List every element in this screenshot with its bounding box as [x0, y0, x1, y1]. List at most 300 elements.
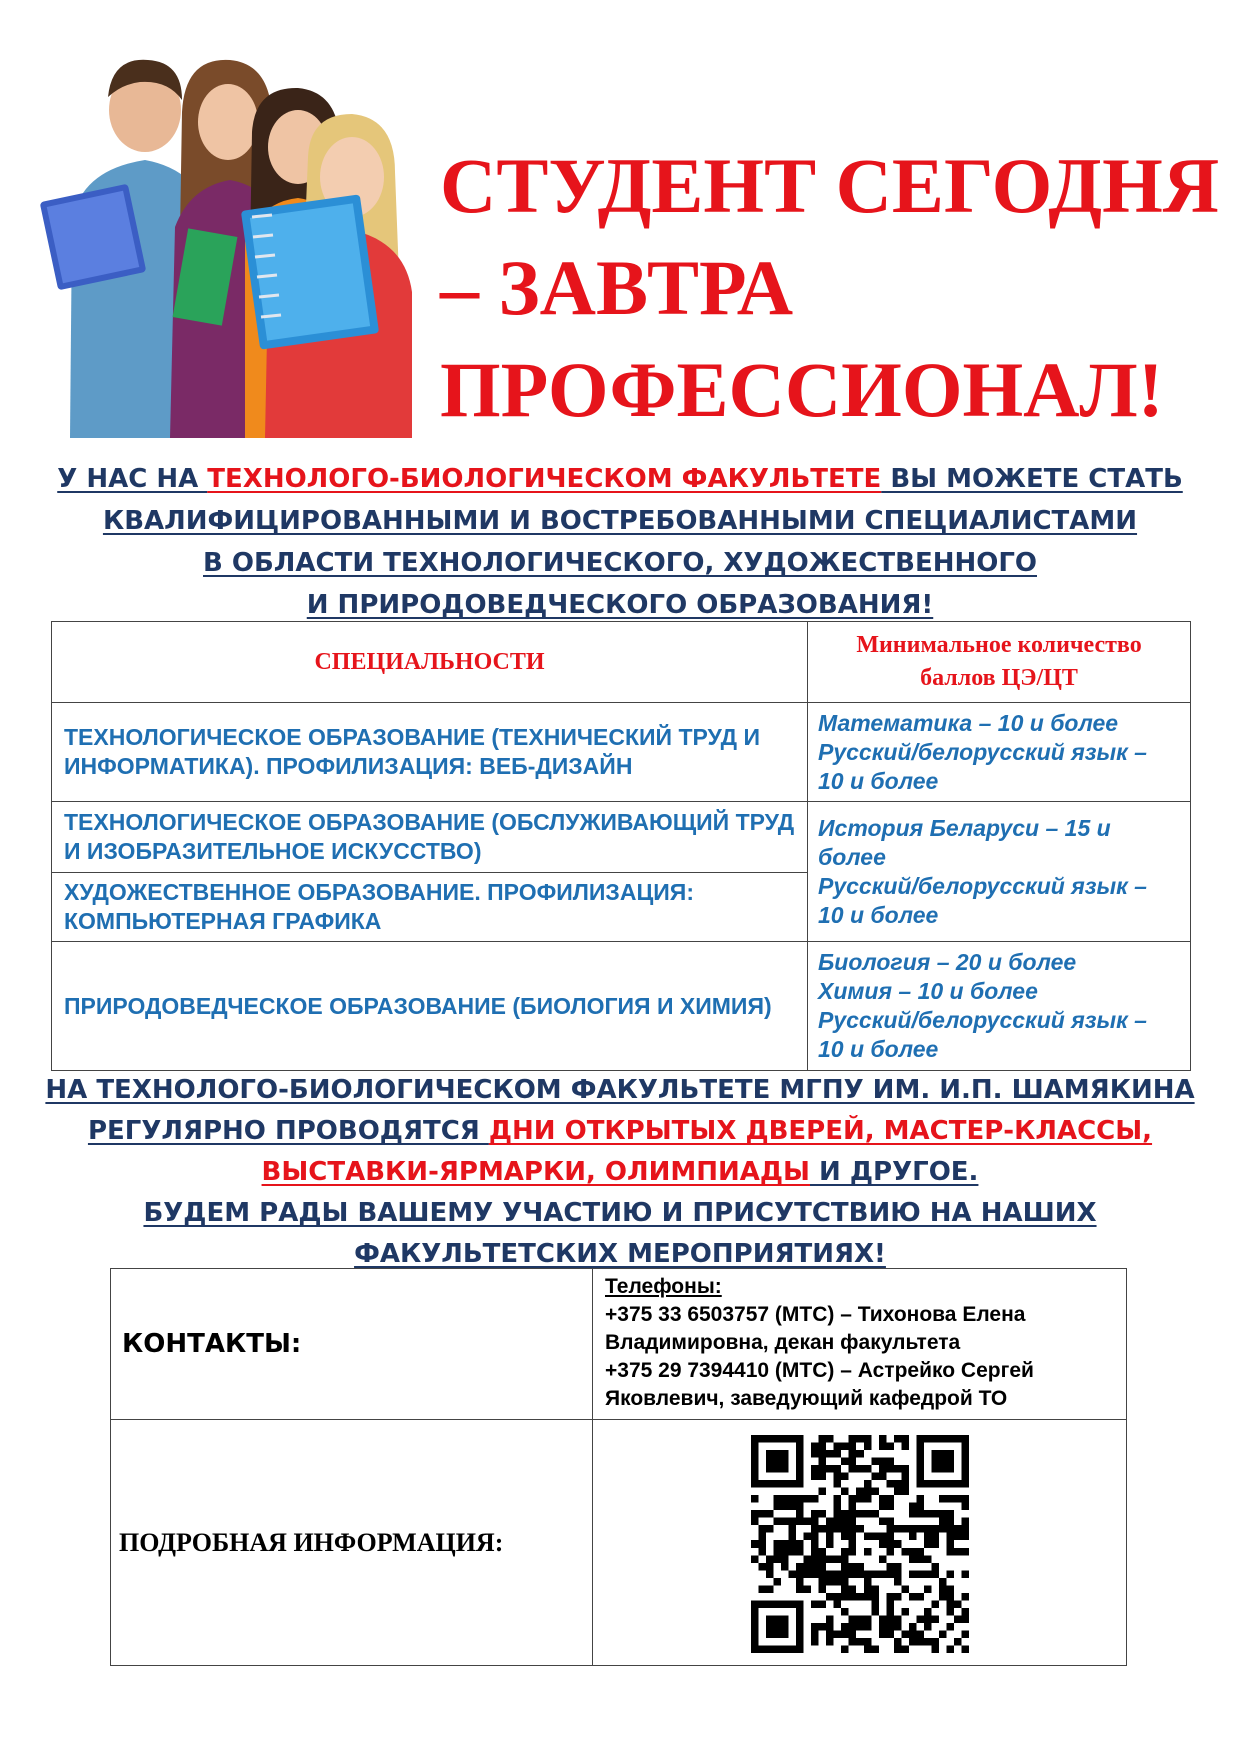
- qr-module: [751, 1480, 759, 1488]
- qr-module: [751, 1465, 759, 1473]
- qr-module: [781, 1480, 789, 1488]
- qr-module: [938, 1592, 946, 1600]
- qr-module: [796, 1615, 804, 1623]
- qr-module: [901, 1645, 909, 1653]
- qr-module: [796, 1465, 804, 1473]
- qr-module: [871, 1570, 879, 1578]
- qr-module: [796, 1450, 804, 1458]
- qr-module: [826, 1540, 834, 1548]
- qr-module: [848, 1450, 856, 1458]
- qr-module: [781, 1450, 789, 1458]
- qr-module: [856, 1570, 864, 1578]
- headline: [440, 135, 1230, 441]
- qr-module: [751, 1637, 759, 1645]
- qr-module: [766, 1570, 774, 1578]
- specialty-cell: ТЕХНОЛОГИЧЕСКОЕ ОБРАЗОВАНИЕ (ТЕХНИЧЕСКИЙ ТРУД И ИНФОРМАТИКА). ПРОФИЛИЗАЦИЯ: ВЕБ-ДИЗАЙН: [52, 703, 808, 802]
- header-min-scores: [808, 622, 1191, 703]
- intro-part-2: ВЫ МОЖЕТЕ СТАТЬ: [881, 464, 1183, 494]
- qr-module: [863, 1510, 871, 1518]
- qr-module: [811, 1622, 819, 1630]
- qr-module: [818, 1622, 826, 1630]
- qr-module: [848, 1592, 856, 1600]
- qr-module: [878, 1442, 886, 1450]
- qr-module: [961, 1442, 969, 1450]
- contacts-row: [111, 1269, 1127, 1420]
- qr-module: [961, 1457, 969, 1465]
- qr-module: [946, 1607, 954, 1615]
- qr-module: [818, 1525, 826, 1533]
- qr-module: [803, 1495, 811, 1503]
- qr-module: [751, 1450, 759, 1458]
- qr-module: [758, 1510, 766, 1518]
- qr-module: [871, 1472, 879, 1480]
- qr-module: [931, 1637, 939, 1645]
- qr-module: [923, 1532, 931, 1540]
- qr-module: [938, 1630, 946, 1638]
- qr-module: [841, 1525, 849, 1533]
- qr-module: [781, 1540, 789, 1548]
- qr-module: [811, 1555, 819, 1563]
- qr-module: [946, 1622, 954, 1630]
- qr-module: [811, 1630, 819, 1638]
- qr-module: [863, 1592, 871, 1600]
- qr-module: [953, 1600, 961, 1608]
- qr-module: [946, 1495, 954, 1503]
- qr-module: [766, 1525, 774, 1533]
- qr-module: [766, 1465, 774, 1473]
- qr-module: [833, 1510, 841, 1518]
- qr-module: [818, 1465, 826, 1473]
- qr-module: [901, 1607, 909, 1615]
- qr-module: [796, 1577, 804, 1585]
- qr-module: [938, 1517, 946, 1525]
- qr-module: [811, 1525, 819, 1533]
- qr-module: [923, 1540, 931, 1548]
- qr-module: [871, 1532, 879, 1540]
- qr-module: [773, 1465, 781, 1473]
- qr-module: [826, 1555, 834, 1563]
- specialty-cell: ПРИРОДОВЕДЧЕСКОЕ ОБРАЗОВАНИЕ (БИОЛОГИЯ И ХИМИЯ): [52, 942, 808, 1071]
- qr-module: [863, 1532, 871, 1540]
- qr-module: [931, 1450, 939, 1458]
- qr-module: [848, 1465, 856, 1473]
- qr-module: [916, 1472, 924, 1480]
- qr-module: [886, 1517, 894, 1525]
- qr-module: [908, 1570, 916, 1578]
- qr-module: [751, 1600, 759, 1608]
- qr-module: [878, 1570, 886, 1578]
- qr-module: [796, 1495, 804, 1503]
- qr-module: [863, 1585, 871, 1593]
- qr-module: [886, 1570, 894, 1578]
- qr-module: [893, 1622, 901, 1630]
- qr-module: [848, 1502, 856, 1510]
- qr-module: [826, 1622, 834, 1630]
- qr-module: [856, 1465, 864, 1473]
- qr-module: [811, 1547, 819, 1555]
- qr-module: [811, 1450, 819, 1458]
- qr-module: [946, 1465, 954, 1473]
- qr-module: [803, 1517, 811, 1525]
- qr-module: [856, 1435, 864, 1443]
- qr-module: [841, 1517, 849, 1525]
- qr-module: [751, 1495, 759, 1503]
- qr-module: [796, 1622, 804, 1630]
- qr-module: [878, 1457, 886, 1465]
- qr-module: [923, 1525, 931, 1533]
- qr-module: [893, 1465, 901, 1473]
- qr-module: [841, 1622, 849, 1630]
- qr-module: [796, 1562, 804, 1570]
- qr-module: [788, 1480, 796, 1488]
- qr-module: [788, 1495, 796, 1503]
- qr-module: [751, 1517, 759, 1525]
- qr-module: [923, 1615, 931, 1623]
- qr-module: [878, 1517, 886, 1525]
- score-line: Русский/белорусский язык –: [818, 1007, 1147, 1033]
- qr-module: [781, 1435, 789, 1443]
- contacts-phones: [593, 1269, 1127, 1420]
- score-line: Русский/белорусский язык –: [818, 872, 1147, 899]
- qr-module: [818, 1547, 826, 1555]
- qr-module: [833, 1577, 841, 1585]
- qr-module: [871, 1457, 879, 1465]
- qr-module: [863, 1547, 871, 1555]
- qr-module: [848, 1442, 856, 1450]
- qr-module: [796, 1517, 804, 1525]
- qr-module: [796, 1502, 804, 1510]
- qr-module: [833, 1472, 841, 1480]
- qr-module: [886, 1592, 894, 1600]
- events-text: [20, 1070, 1220, 1275]
- qr-module: [796, 1435, 804, 1443]
- qr-module: [908, 1547, 916, 1555]
- qr-module: [758, 1532, 766, 1540]
- intro-line-2: КВАЛИФИЦИРОВАННЫМИ И ВОСТРЕБОВАННЫМИ СПЕЦИАЛИСТАМИ: [102, 506, 1138, 536]
- qr-module: [826, 1465, 834, 1473]
- qr-module: [923, 1637, 931, 1645]
- qr-module: [811, 1637, 819, 1645]
- qr-module: [796, 1600, 804, 1608]
- qr-module: [863, 1442, 871, 1450]
- qr-module: [886, 1615, 894, 1623]
- qr-module: [848, 1622, 856, 1630]
- qr-module: [946, 1457, 954, 1465]
- qr-module: [916, 1630, 924, 1638]
- qr-module: [938, 1585, 946, 1593]
- qr-module: [841, 1457, 849, 1465]
- qr-module: [863, 1495, 871, 1503]
- qr-module: [773, 1450, 781, 1458]
- qr-module: [841, 1592, 849, 1600]
- qr-module: [916, 1495, 924, 1503]
- qr-module: [841, 1585, 849, 1593]
- scores-cell: [808, 942, 1191, 1071]
- qr-module: [878, 1555, 886, 1563]
- qr-module: [833, 1600, 841, 1608]
- qr-module: [781, 1547, 789, 1555]
- qr-module: [878, 1465, 886, 1473]
- score-line: более: [818, 843, 886, 870]
- qr-module: [856, 1637, 864, 1645]
- qr-module: [961, 1570, 969, 1578]
- qr-module: [908, 1525, 916, 1533]
- qr-module: [773, 1502, 781, 1510]
- qr-module: [961, 1615, 969, 1623]
- header-specialties: СПЕЦИАЛЬНОСТИ: [52, 622, 808, 703]
- qr-module: [856, 1525, 864, 1533]
- phone-line: +375 29 7394410 (МТС) – Астрейко Сергей: [605, 1359, 1034, 1382]
- phone-line: Владимировна, декан факультета: [605, 1331, 961, 1354]
- qr-module: [796, 1630, 804, 1638]
- qr-module: [811, 1600, 819, 1608]
- qr-module: [811, 1510, 819, 1518]
- qr-module: [856, 1592, 864, 1600]
- qr-module: [811, 1465, 819, 1473]
- table-row: [52, 703, 1191, 802]
- qr-module: [953, 1532, 961, 1540]
- qr-module: [796, 1510, 804, 1518]
- qr-module: [818, 1442, 826, 1450]
- qr-module: [961, 1592, 969, 1600]
- events-line-2a: РЕГУЛЯРНО ПРОВОДЯТСЯ: [87, 1116, 489, 1146]
- qr-module: [766, 1450, 774, 1458]
- qr-module: [931, 1525, 939, 1533]
- qr-module: [833, 1592, 841, 1600]
- qr-module: [841, 1547, 849, 1555]
- qr-module: [863, 1615, 871, 1623]
- events-line-4: БУДЕМ РАДЫ ВАШЕМУ УЧАСТИЮ И ПРИСУТСТВИЮ НА НАШИХ: [143, 1198, 1097, 1228]
- qr-module: [766, 1615, 774, 1623]
- qr-module: [766, 1457, 774, 1465]
- qr-module: [833, 1517, 841, 1525]
- qr-module: [893, 1487, 901, 1495]
- events-line-1: НА ТЕХНОЛОГО-БИОЛОГИЧЕСКОМ ФАКУЛЬТЕТЕ МГПУ ИМ. И.П. ШАМЯКИНА: [45, 1075, 1195, 1105]
- qr-module: [751, 1615, 759, 1623]
- qr-module: [931, 1600, 939, 1608]
- more-info-row: [111, 1420, 1127, 1666]
- qr-module: [923, 1555, 931, 1563]
- qr-module: [803, 1585, 811, 1593]
- qr-module: [766, 1630, 774, 1638]
- qr-module: [788, 1502, 796, 1510]
- qr-module: [863, 1487, 871, 1495]
- qr-module: [848, 1562, 856, 1570]
- qr-module: [841, 1472, 849, 1480]
- qr-module: [856, 1450, 864, 1458]
- qr-module: [953, 1525, 961, 1533]
- qr-module: [871, 1487, 879, 1495]
- qr-module: [931, 1532, 939, 1540]
- qr-module: [931, 1645, 939, 1653]
- intro-line-3: В ОБЛАСТИ ТЕХНОЛОГИЧЕСКОГО, ХУДОЖЕСТВЕННОГО: [203, 548, 1037, 578]
- qr-module: [938, 1435, 946, 1443]
- qr-module: [923, 1480, 931, 1488]
- qr-module: [946, 1540, 954, 1548]
- qr-module: [878, 1435, 886, 1443]
- qr-module: [773, 1435, 781, 1443]
- qr-module: [916, 1457, 924, 1465]
- qr-module: [916, 1525, 924, 1533]
- qr-module: [916, 1450, 924, 1458]
- qr-module: [856, 1510, 864, 1518]
- qr-module: [953, 1615, 961, 1623]
- qr-module: [908, 1532, 916, 1540]
- qr-code-icon[interactable]: [751, 1435, 969, 1653]
- qr-module: [788, 1517, 796, 1525]
- qr-module: [931, 1510, 939, 1518]
- qr-module: [961, 1450, 969, 1458]
- qr-module: [788, 1525, 796, 1533]
- qr-module: [781, 1502, 789, 1510]
- intro-faculty: ТЕХНОЛОГО-БИОЛОГИЧЕСКОМ ФАКУЛЬТЕТЕ: [207, 464, 882, 494]
- qr-module: [826, 1532, 834, 1540]
- qr-module: [826, 1517, 834, 1525]
- qr-module: [841, 1577, 849, 1585]
- qr-module: [818, 1435, 826, 1443]
- qr-module: [953, 1480, 961, 1488]
- qr-module: [773, 1622, 781, 1630]
- qr-module: [781, 1630, 789, 1638]
- qr-module: [833, 1495, 841, 1503]
- qr-module: [878, 1615, 886, 1623]
- scores-cell: [808, 802, 1191, 942]
- qr-module: [931, 1570, 939, 1578]
- qr-module: [893, 1540, 901, 1548]
- qr-module: [773, 1615, 781, 1623]
- qr-module: [803, 1532, 811, 1540]
- qr-module: [818, 1555, 826, 1563]
- qr-module: [878, 1622, 886, 1630]
- qr-module: [878, 1630, 886, 1638]
- qr-module: [773, 1540, 781, 1548]
- qr-module: [961, 1630, 969, 1638]
- qr-module: [923, 1622, 931, 1630]
- qr-module: [811, 1570, 819, 1578]
- score-line: Биология – 20 и более: [818, 949, 1077, 975]
- score-line: 10 и более: [818, 901, 939, 928]
- qr-module: [938, 1495, 946, 1503]
- qr-module: [893, 1645, 901, 1653]
- qr-module: [766, 1600, 774, 1608]
- qr-module: [863, 1577, 871, 1585]
- qr-module: [886, 1540, 894, 1548]
- qr-module: [773, 1480, 781, 1488]
- qr-module: [766, 1622, 774, 1630]
- qr-module: [803, 1555, 811, 1563]
- qr-module: [841, 1645, 849, 1653]
- qr-module: [818, 1570, 826, 1578]
- qr-module: [788, 1600, 796, 1608]
- qr-module: [833, 1570, 841, 1578]
- qr-module: [848, 1435, 856, 1443]
- qr-module: [751, 1457, 759, 1465]
- qr-module: [848, 1637, 856, 1645]
- qr-module: [848, 1547, 856, 1555]
- qr-module: [893, 1570, 901, 1578]
- qr-module: [848, 1495, 856, 1503]
- qr-module: [901, 1465, 909, 1473]
- contacts-table: [110, 1268, 1127, 1666]
- qr-module: [788, 1540, 796, 1548]
- qr-module: [833, 1450, 841, 1458]
- qr-module: [856, 1562, 864, 1570]
- qr-module: [811, 1540, 819, 1548]
- qr-module: [796, 1645, 804, 1653]
- qr-module: [961, 1465, 969, 1473]
- phone-line: Яковлевич, заведующий кафедрой ТО: [605, 1387, 1008, 1410]
- qr-module: [871, 1592, 879, 1600]
- qr-module: [766, 1562, 774, 1570]
- qr-module: [908, 1555, 916, 1563]
- headline-line-1: СТУДЕНТ СЕГОДНЯ: [440, 142, 1220, 229]
- qr-module: [826, 1577, 834, 1585]
- qr-module: [758, 1480, 766, 1488]
- qr-module: [781, 1645, 789, 1653]
- qr-module: [826, 1592, 834, 1600]
- qr-module: [766, 1585, 774, 1593]
- intro-text: [20, 458, 1220, 626]
- qr-module: [886, 1622, 894, 1630]
- qr-module: [961, 1502, 969, 1510]
- score-line: Химия – 10 и более: [818, 978, 1038, 1004]
- qr-module: [893, 1637, 901, 1645]
- qr-module: [818, 1577, 826, 1585]
- qr-module: [773, 1577, 781, 1585]
- qr-module: [916, 1637, 924, 1645]
- qr-module: [833, 1502, 841, 1510]
- qr-module: [863, 1637, 871, 1645]
- qr-module: [878, 1502, 886, 1510]
- qr-module: [893, 1562, 901, 1570]
- table-row: [52, 942, 1191, 1071]
- qr-module: [781, 1600, 789, 1608]
- qr-module: [818, 1562, 826, 1570]
- qr-module: [766, 1480, 774, 1488]
- qr-module: [946, 1570, 954, 1578]
- qr-module: [946, 1600, 954, 1608]
- qr-module: [781, 1555, 789, 1563]
- qr-module: [818, 1585, 826, 1593]
- qr-module: [916, 1592, 924, 1600]
- qr-module: [953, 1637, 961, 1645]
- qr-module: [893, 1577, 901, 1585]
- header-min-scores-line-1: Минимальное количество: [856, 632, 1142, 658]
- qr-module: [946, 1645, 954, 1653]
- qr-module: [953, 1547, 961, 1555]
- qr-module: [871, 1510, 879, 1518]
- qr-module: [848, 1532, 856, 1540]
- qr-module: [781, 1495, 789, 1503]
- qr-module: [788, 1547, 796, 1555]
- qr-module: [841, 1487, 849, 1495]
- phones-title: Телефоны:: [605, 1275, 722, 1298]
- qr-module: [848, 1540, 856, 1548]
- qr-module: [773, 1555, 781, 1563]
- qr-module: [916, 1570, 924, 1578]
- more-info-label: ПОДРОБНАЯ ИНФОРМАЦИЯ:: [111, 1420, 593, 1666]
- qr-module: [848, 1457, 856, 1465]
- qr-module: [758, 1600, 766, 1608]
- qr-module: [886, 1630, 894, 1638]
- qr-module: [773, 1630, 781, 1638]
- qr-module: [946, 1592, 954, 1600]
- qr-module: [938, 1450, 946, 1458]
- score-line: История Беларуси – 15 и: [818, 814, 1111, 841]
- qr-module: [773, 1547, 781, 1555]
- qr-module: [908, 1502, 916, 1510]
- qr-module: [811, 1472, 819, 1480]
